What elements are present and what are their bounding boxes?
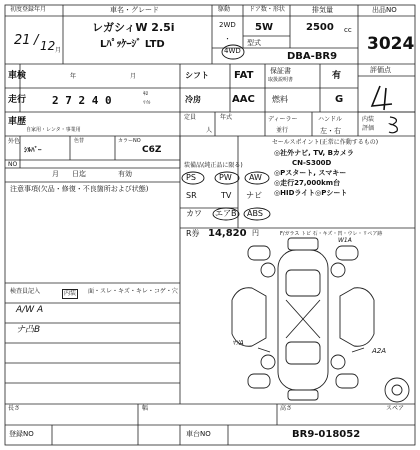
- diagram-mark-right: A2A: [372, 347, 387, 355]
- chassis-label: 車台NO: [186, 430, 211, 438]
- drive-2wd: 2WD: [219, 21, 236, 29]
- sales-point-line: ◎Pスタート, スマキー: [274, 169, 347, 177]
- car-grade: Lﾊﾟｯｹｰｼﾞ LTD: [100, 39, 165, 50]
- reg-month: 12: [40, 39, 56, 53]
- inspector-interior: 内装: [64, 290, 77, 297]
- mileage-unit: ｷﾛ: [143, 91, 149, 97]
- sales-point-line: ◎HIDライト◎Pシート: [274, 189, 348, 197]
- shaken-year-label: 年: [70, 73, 77, 80]
- mileage-sub: ﾏｲﾙ: [143, 100, 151, 106]
- model-code: DBA-BR9: [287, 51, 338, 62]
- diagram-mark-left: ﾏｿA: [232, 339, 244, 347]
- date-suffix: 日迄: [72, 170, 86, 178]
- inspector-label: 検査員記入: [10, 288, 41, 295]
- color-code-label: カラーNO: [118, 138, 141, 144]
- first-reg-label: 初度登録年月: [10, 6, 47, 13]
- color-value: ｼﾙﾊﾞｰ: [24, 146, 42, 154]
- shaken-label: 車検: [8, 71, 27, 81]
- interior-sub: 評価: [362, 125, 375, 132]
- sales-point-line: ◎走行27,000km台: [274, 179, 341, 187]
- equip-aero: エアB: [215, 209, 237, 218]
- displacement-value: 2500: [306, 22, 334, 33]
- inspector-items: 面・スレ・キズ・キレ・コゲ・穴: [88, 288, 178, 295]
- dealer-label: ディーラー: [268, 116, 298, 123]
- drive-dot: ・: [224, 35, 231, 43]
- shift-value: FAT: [234, 70, 254, 81]
- equip-navi: ナビ: [246, 191, 262, 200]
- reg-year: 21: [14, 33, 31, 48]
- handle-label: ハンドル: [318, 116, 343, 123]
- damage-legend: F/ガラス トビ 石・キズ・凹・ウレ・リペア跡: [280, 231, 383, 237]
- equip-tv: TV: [221, 191, 232, 200]
- capacity-unit: 人: [206, 127, 213, 134]
- spare-label: スペア: [386, 405, 405, 412]
- warranty-sub: 取扱説明書: [268, 77, 294, 83]
- mileage-label: 走行: [8, 95, 27, 105]
- shaken-month-label: 月: [130, 73, 137, 80]
- reg-no-label: 登録NO: [9, 430, 34, 438]
- displacement-label: 排気量: [312, 6, 333, 14]
- inspector-note-2: ナ凸B: [16, 325, 41, 335]
- width-label: 幅: [142, 405, 149, 412]
- inspect-no-label: NO: [8, 161, 18, 168]
- equip-aw: AW: [249, 173, 262, 182]
- score-handwriting: [372, 86, 392, 110]
- sales-point-line: CN-S300D: [292, 159, 332, 167]
- recycle-label: R券: [186, 229, 200, 238]
- length-label: 長さ: [8, 405, 21, 412]
- notes-label: 注意事項(欠品・修復・不良箇所および状態): [10, 185, 149, 193]
- chassis-value: BR9-018052: [292, 429, 361, 440]
- shift-label: シフト: [185, 71, 209, 80]
- doors-value: 5W: [255, 22, 273, 33]
- interior-label: 内装: [362, 116, 375, 123]
- fuel-value: G: [335, 94, 344, 105]
- sales-points-label: セールスポイント(正常に作動するもの): [272, 139, 379, 146]
- handle-options: 左・右: [320, 127, 341, 135]
- equip-kawa: カワ: [186, 209, 202, 218]
- inspector-note-1: A/W A: [16, 305, 44, 315]
- mileage-value: 2 7 2 4 0: [52, 94, 112, 107]
- color-label: 外色: [8, 138, 21, 145]
- car-name-label: 車名・グレード: [110, 6, 159, 14]
- cc-label: cc: [344, 26, 352, 34]
- warranty-label: 保証書: [270, 67, 291, 75]
- recycle-value: 14,820: [208, 228, 247, 239]
- equip-abs: ABS: [247, 209, 263, 218]
- equip-sr: SR: [186, 191, 197, 200]
- equip-pw: PW: [219, 173, 232, 182]
- recycle-yen: 円: [252, 229, 259, 237]
- capacity-label: 定員: [184, 114, 197, 121]
- color-code-value: C6Z: [142, 145, 162, 155]
- height-label: 高さ: [280, 405, 293, 412]
- drive-4wd: 4WD: [224, 47, 241, 55]
- ac-label: 冷房: [185, 95, 201, 104]
- warranty-value: 有: [332, 71, 342, 81]
- equip-ps: PS: [186, 173, 196, 182]
- door-type-label: ドア数・形状: [249, 6, 285, 13]
- equipment-label: 装備品(純正品に限る): [184, 162, 243, 169]
- score-label: 評価点: [370, 66, 391, 74]
- history-options: 自家用・レンタ・事業用: [26, 127, 81, 133]
- fuel-label: 燃料: [272, 95, 288, 104]
- type-label: 型式: [247, 39, 261, 47]
- sales-point-line: ◎社外ナビ, TV, Bカメラ: [274, 149, 354, 157]
- lot-label: 出品NO: [372, 6, 397, 14]
- month-suffix: 月: [55, 47, 62, 54]
- drive-label: 駆動: [218, 6, 231, 13]
- dealer-sub: 並行: [276, 127, 289, 134]
- lot-number: 3024: [367, 34, 415, 54]
- date-end: 有効: [118, 170, 132, 178]
- car-diagram: [232, 238, 409, 402]
- car-name: レガシィW 2.5i: [92, 21, 175, 34]
- diagram-mark-front: W1A: [338, 237, 352, 244]
- color-change-label: 色替: [74, 138, 85, 144]
- ac-value: AAC: [232, 94, 255, 105]
- model-year-label: 年式: [220, 114, 233, 121]
- sales-points-list: [274, 150, 354, 197]
- reg-slash: /: [34, 33, 39, 48]
- interior-handwriting: [389, 117, 397, 133]
- date-prefix: 月: [52, 170, 59, 178]
- history-label: 車歴: [8, 117, 27, 127]
